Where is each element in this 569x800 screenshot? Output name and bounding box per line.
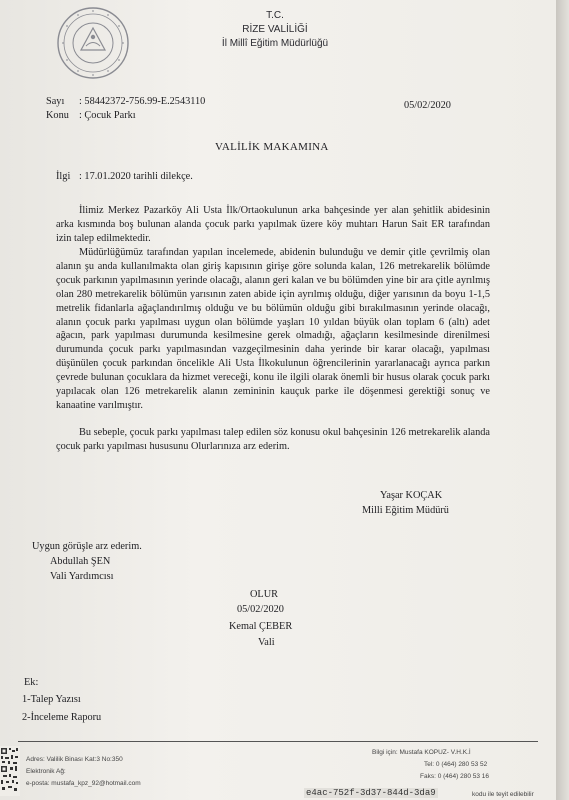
attachment-item: 2-İnceleme Raporu — [22, 712, 102, 723]
qr-code-icon — [0, 746, 20, 796]
approval-name: Kemal ÇEBER — [229, 621, 293, 632]
verification-code: e4ac-752f-3d37-844d-3da9 — [306, 788, 436, 798]
sayi-label: Sayı — [46, 96, 65, 107]
footer-electronic: Elektronik Ağ: — [26, 768, 66, 775]
attachments-label: Ek: — [24, 677, 39, 688]
footer-address: Adres: Valilik Binası Kat:3 No:350 — [26, 756, 123, 763]
document-date: 05/02/2020 — [404, 100, 451, 111]
footer-fax: Faks: 0 (464) 280 53 16 — [420, 773, 490, 780]
header-directorate: İl Millî Eğitim Müdürlüğü — [221, 38, 329, 49]
recommendation-text: Uygun görüşle arz ederim. — [32, 541, 142, 552]
page-edge — [556, 0, 569, 800]
addressee: VALİLİK MAKAMINA — [215, 141, 329, 153]
ilgi-label: İlgi — [56, 171, 71, 182]
ministry-seal-icon — [56, 6, 130, 80]
paragraph-2: Müdürlüğümüz tarafından yapılan incelemede, abidenin bulunduğu ve demir çitle çevrilmiş olan alanın şu anda kullanılmakta olan giriş kapısının girişe göre solunda kalan, 126 metrekarelik bölümde çocuk parkının yapılmasının yerinde olacağı, alanın geri kalan ve bu bölümden yine bir ara çitle ayrılmış olan 280 metrekarelik bölümün yarısının zaten abide için ayrılmış olduğu, diğer yarısının da boyu 1-1,5 metrelik fidanlarla ağaçlandırılmış olduğu ve bu bölümün olduğu gibi bırakılmasının yerinde olacağı, alanın çocuk parkı yapılması uygun olan bölümde yaşları 10 yıldan büyük olan toplam 6 (altı) adet ağacın, park yapılması durumunda kesilmesine gerek olmadığı, ağaçların kesilmesinde direnilmesi durumunda çocuk parkı yapılmasından vazgeçilmesinin daha yerinde bir karar olacağı, yapılması düşünülen çocuk parkından öncelikle Ali Usta İlkokulunun öğrencilerinin yararlanacağı ayrıca parkın çevrede bulunan çocuklara da hizmet vereceği, konu ile ilgili olarak önemli bir husus olarak çocuk parkı yapılacak olan 126 metrekarelik alanın zemininin kauçuk parke ile döşenmesi gerektiği sonuç ve kanaatine varılmıştır. — [56, 247, 490, 411]
footer-info: Bilgi için: Mustafa KOPUZ- V.H.K.İ — [372, 749, 471, 756]
paragraph-1: İlimiz Merkez Pazarköy Ali Usta İlk/Ortaokulunun arka bahçesinde yer alan şehitlik abidesinin arka kısmında boş bulunan alanda çocuk parkı yapılmak üzere köy muhtarı Harun Sait ER tarafından izin talep edilmektedir. — [56, 205, 490, 244]
footer-divider — [18, 741, 538, 742]
approval-date: 05/02/2020 — [237, 604, 284, 615]
approval-title: Vali — [258, 637, 275, 648]
header-tc: T.C. — [266, 10, 284, 21]
konu-label: Konu — [46, 110, 69, 121]
sayi-value: : 58442372-756.99-E.2543110 — [79, 96, 206, 107]
konu-value: : Çocuk Parkı — [79, 110, 136, 121]
paragraph-3: Bu sebeple, çocuk parkı yapılması talep edilen söz konusu okul bahçesinin 126 metrekarelik alanda çocuk parkı yapılması hususunu Olurlarınıza arz ederim. — [56, 427, 490, 452]
verification-suffix: kodu ile teyit edilebilir — [472, 791, 534, 798]
footer-tel: Tel: 0 (464) 280 53 52 — [424, 761, 488, 768]
signer-name: Yaşar KOÇAK — [380, 490, 443, 501]
footer-email: e-posta: mustafa_kpz_92@hotmail.com — [26, 780, 141, 787]
recommendation-title: Vali Yardımcısı — [50, 571, 114, 582]
approval-olur: OLUR — [250, 589, 279, 600]
header-governorship: RİZE VALİLİĞİ — [242, 24, 308, 35]
attachment-item: 1-Talep Yazısı — [22, 694, 81, 705]
signer-title: Milli Eğitim Müdürü — [362, 505, 449, 516]
ilgi-value: : 17.01.2020 tarihli dilekçe. — [79, 171, 193, 182]
recommendation-name: Abdullah ŞEN — [50, 556, 111, 567]
